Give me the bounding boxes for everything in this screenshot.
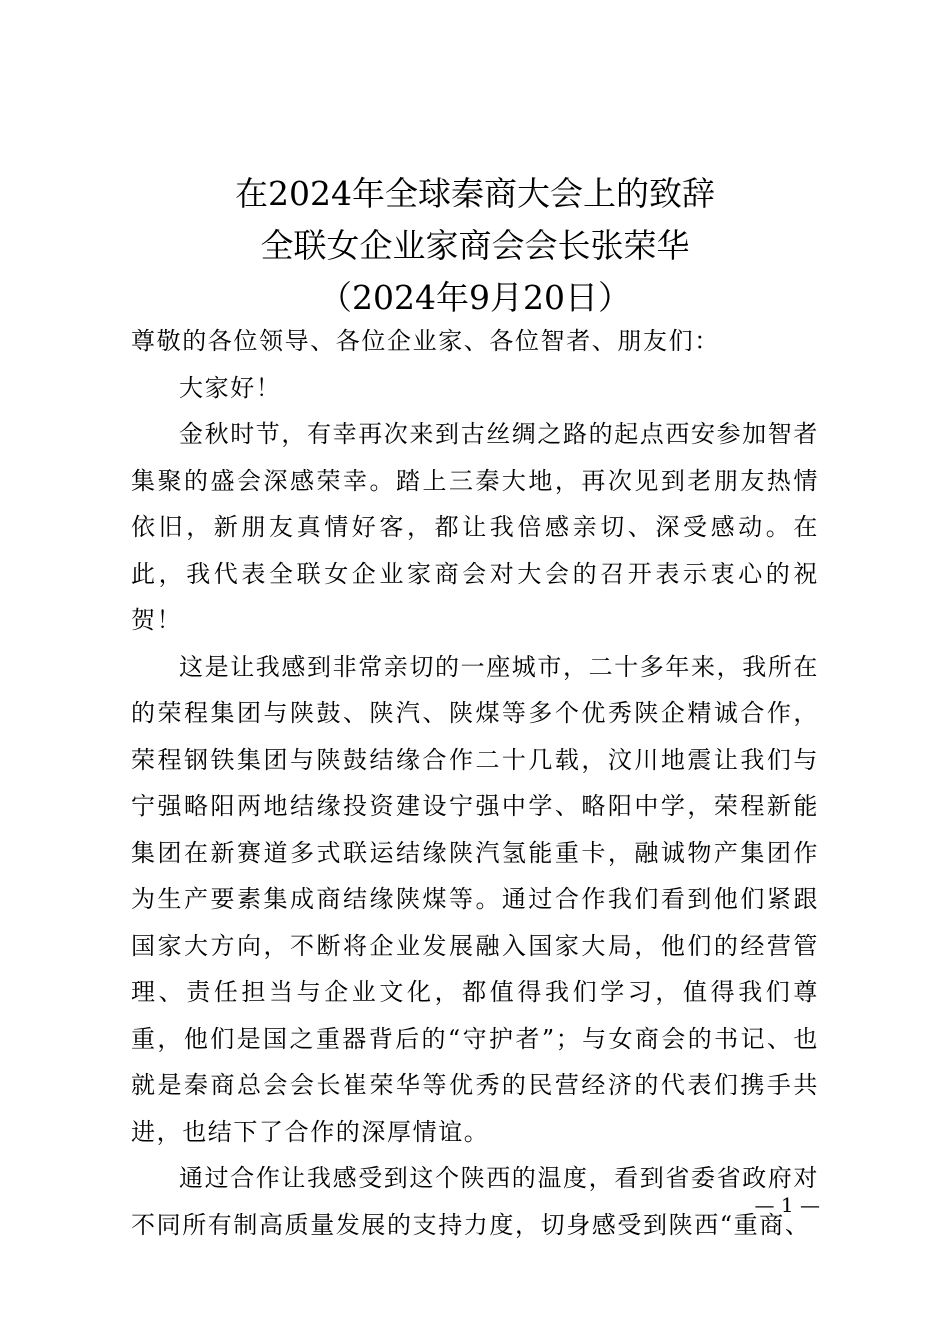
salutation: 尊敬的各位领导、各位企业家、各位智者、朋友们： bbox=[131, 327, 720, 355]
title-block bbox=[0, 168, 950, 324]
paragraph-greeting: 大家好！ bbox=[179, 373, 282, 402]
speech-title: 在2024年全球秦商大会上的致辞 bbox=[235, 174, 715, 213]
page-number: — 1 — bbox=[754, 1193, 820, 1217]
speech-body bbox=[131, 318, 819, 1248]
paragraph-shaanxi: 通过合作让我感受到这个陕西的温度，看到省委省政府对不同所有制高质量发展的支持力度，切身感受到陕西“重商、 bbox=[131, 1164, 819, 1239]
paragraph-cooperation: 这是让我感到非常亲切的一座城市，二十多年来，我所在的荣程集团与陕鼓、陕汽、陕煤等多个优秀陕企精诚合作，荣程钢铁集团与陕鼓结缘合作二十几载，汶川地震让我们与宁强略阳两地结缘投资建设宁强中学、略阳中学，荣程新能集团在新赛道多式联运结缘陕汽氢能重卡，融诚物产集团作为生产要素集成商结缘陕煤等。通过合作我们看到他们紧跟国家大方向，不断将企业发展融入国家大局，他们的经营管理、责任担当与企业文化，都值得我们学习，值得我们尊重，他们是国之重器背后的“守护者”；与女商会的书记、也就是秦商总会会长崔荣华等优秀的民营经济的代表们携手共进，也结下了合作的深厚情谊。 bbox=[131, 652, 819, 1146]
date-line: （2024年9月20日） bbox=[319, 278, 631, 317]
paragraph-opening: 金秋时节，有幸再次来到古丝绸之路的起点西安参加智者集聚的盛会深感荣幸。踏上三秦大地，再次见到老朋友热情依旧，新朋友真情好客，都让我倍感亲切、深受感动。在此，我代表全联女企业家商会对大会的召开表示衷心的祝贺！ bbox=[131, 420, 819, 634]
speaker-line: 全联女企业家商会会长张荣华 bbox=[260, 226, 690, 265]
